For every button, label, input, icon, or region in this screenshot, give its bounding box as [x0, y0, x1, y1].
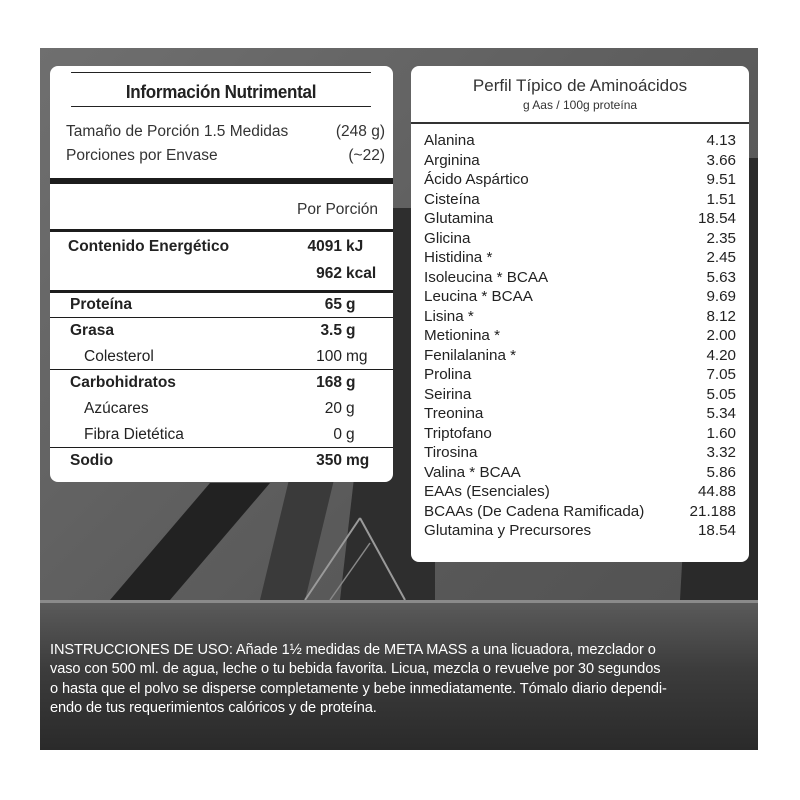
- nutrient-unit: g: [346, 426, 355, 443]
- amino-row: [424, 386, 736, 406]
- amino-name: Valina * BCAA: [424, 463, 521, 481]
- amino-name: Histidina *: [424, 249, 493, 266]
- nutrient-name: Fibra Dietética: [84, 426, 184, 443]
- per-serving-header: Por Porción: [297, 201, 378, 218]
- amino-row: [424, 503, 736, 523]
- amino-name: Isoleucina * BCAA: [424, 268, 549, 286]
- nutrient-unit: mg: [346, 348, 368, 365]
- nutrient-value: 350: [316, 452, 342, 469]
- nutrient-value: 168: [316, 374, 342, 391]
- amino-value: 5.34: [706, 405, 736, 422]
- nutrient-row-protein: [50, 292, 393, 318]
- amino-value: 5.63: [706, 268, 736, 286]
- amino-name: Triptofano: [424, 424, 492, 442]
- serving-size-label: Tamaño de Porción 1.5 Medidas: [66, 123, 289, 140]
- nutrient-value: 65: [324, 296, 342, 313]
- energy-kj-value: 4091: [307, 238, 342, 255]
- nutrient-unit: g: [346, 374, 356, 391]
- amino-name: EAAs (Esenciales): [424, 483, 550, 500]
- amino-value: 2.00: [706, 327, 736, 344]
- nutrient-unit: mg: [346, 452, 370, 469]
- usage-instructions: [50, 641, 750, 718]
- thick-divider: [50, 229, 393, 232]
- instructions-band: [40, 600, 758, 750]
- instructions-line: o hasta que el polvo se disperse completamente y bebe inmediatamente. Tómalo diario dependi-: [50, 680, 667, 697]
- instructions-line: INSTRUCCIONES DE USO: Añade 1½ medidas de META MASS a una licuadora, mezclador o: [50, 642, 656, 658]
- amino-value: 1.60: [706, 424, 736, 442]
- nutrient-row-fiber: [50, 422, 393, 448]
- nutrient-row-carbs: [50, 370, 393, 396]
- nutrient-unit: g: [346, 322, 356, 339]
- amino-value: 21.188: [689, 502, 736, 520]
- amino-row: [424, 210, 736, 230]
- nutrient-value: 100: [316, 348, 342, 365]
- nutrient-unit: g: [346, 400, 355, 417]
- amino-name: Arginina: [424, 151, 480, 169]
- amino-value: 9.69: [706, 288, 736, 305]
- energy-kcal-row: [50, 261, 393, 287]
- nutrition-title: Información Nutrimental: [71, 72, 371, 107]
- energy-kj-unit: kJ: [346, 238, 364, 255]
- amino-value: 44.88: [697, 483, 736, 500]
- amino-row: [424, 444, 736, 464]
- nutrient-value: 0: [333, 426, 342, 443]
- nutrient-name: Colesterol: [84, 348, 154, 365]
- amino-name: Ácido Aspártico: [424, 171, 529, 188]
- amino-row: [424, 366, 736, 386]
- amino-value: 5.86: [706, 463, 736, 481]
- amino-value: 8.12: [706, 307, 736, 325]
- nutrient-unit: g: [346, 296, 356, 313]
- amino-name: BCAAs (De Cadena Ramificada): [424, 502, 645, 520]
- amino-row: [424, 230, 736, 250]
- amino-name: Leucina * BCAA: [424, 288, 533, 305]
- energy-kcal-unit: kcal: [346, 265, 377, 282]
- nutrient-name: Carbohidratos: [70, 374, 176, 391]
- amino-value: 3.66: [706, 151, 736, 169]
- amino-name: Treonina: [424, 405, 484, 422]
- amino-value: 4.20: [706, 346, 736, 364]
- nutrient-row-sugars: [50, 396, 393, 422]
- nutrient-name: Azúcares: [84, 400, 149, 417]
- thick-divider: [50, 178, 393, 184]
- amino-profile-card: [411, 66, 749, 562]
- nutrient-name: Sodio: [70, 452, 114, 469]
- nutrient-value: 20: [324, 400, 342, 417]
- amino-title: Perfil Típico de Aminoácidos: [472, 76, 688, 95]
- amino-value: 7.05: [706, 366, 736, 383]
- amino-name: Metionina *: [424, 327, 500, 344]
- nutrient-row-fat: [50, 318, 393, 344]
- amino-name: Glutamina y Precursores: [424, 522, 592, 539]
- amino-value: 9.51: [706, 171, 736, 188]
- amino-divider: [411, 122, 749, 124]
- amino-row: [424, 522, 736, 542]
- amino-row: [424, 425, 736, 445]
- energy-label: Contenido Energético: [68, 238, 230, 255]
- amino-value: 3.32: [706, 444, 736, 461]
- amino-row: [424, 152, 736, 172]
- amino-row: [424, 288, 736, 308]
- energy-kcal-value: 962: [316, 265, 342, 282]
- nutrient-value: 3.5: [320, 322, 342, 339]
- nutrition-facts-card: [50, 66, 393, 482]
- servings-value: (~22): [348, 147, 385, 164]
- amino-value: 4.13: [706, 132, 736, 149]
- amino-row: [424, 483, 736, 503]
- amino-name: Glicina: [424, 229, 471, 247]
- nutrient-row-sodium: [50, 448, 393, 474]
- amino-row: [424, 327, 736, 347]
- amino-name: Glutamina: [424, 210, 494, 227]
- energy-row: [50, 234, 393, 260]
- amino-name: Prolina: [424, 366, 472, 383]
- amino-row: [424, 132, 736, 152]
- amino-row: [424, 308, 736, 328]
- nutrient-row-cholesterol: [50, 344, 393, 370]
- instructions-line: vaso con 500 ml. de agua, leche o tu bebida favorita. Licua, mezcla o revuelve por 30 segundos: [50, 661, 661, 678]
- amino-subtitle: g Aas / 100g proteína: [522, 98, 638, 112]
- nutrient-name: Grasa: [70, 322, 114, 339]
- amino-value: 2.45: [706, 249, 736, 266]
- amino-row: [424, 249, 736, 269]
- amino-name: Tirosina: [424, 444, 478, 461]
- amino-row: [424, 191, 736, 211]
- serving-size-value: (248 g): [335, 123, 385, 140]
- amino-name: Cisteína: [424, 190, 480, 208]
- amino-row: [424, 347, 736, 367]
- amino-value: 1.51: [706, 190, 736, 208]
- amino-name: Fenilalanina *: [424, 346, 517, 364]
- amino-value: 18.54: [697, 210, 736, 227]
- amino-name: Seirina: [424, 385, 472, 403]
- amino-row: [424, 464, 736, 484]
- instructions-line: endo de tus requerimientos calóricos y de proteína.: [50, 699, 377, 716]
- amino-name: Lisina *: [424, 307, 474, 325]
- amino-row: [424, 171, 736, 191]
- amino-value: 5.05: [706, 385, 736, 403]
- amino-value: 2.35: [706, 229, 736, 247]
- servings-label: Porciones por Envase: [66, 147, 218, 164]
- amino-name: Alanina: [424, 132, 475, 149]
- amino-row: [424, 269, 736, 289]
- nutrient-name: Proteína: [70, 296, 133, 313]
- amino-row: [424, 405, 736, 425]
- amino-value: 18.54: [697, 522, 736, 539]
